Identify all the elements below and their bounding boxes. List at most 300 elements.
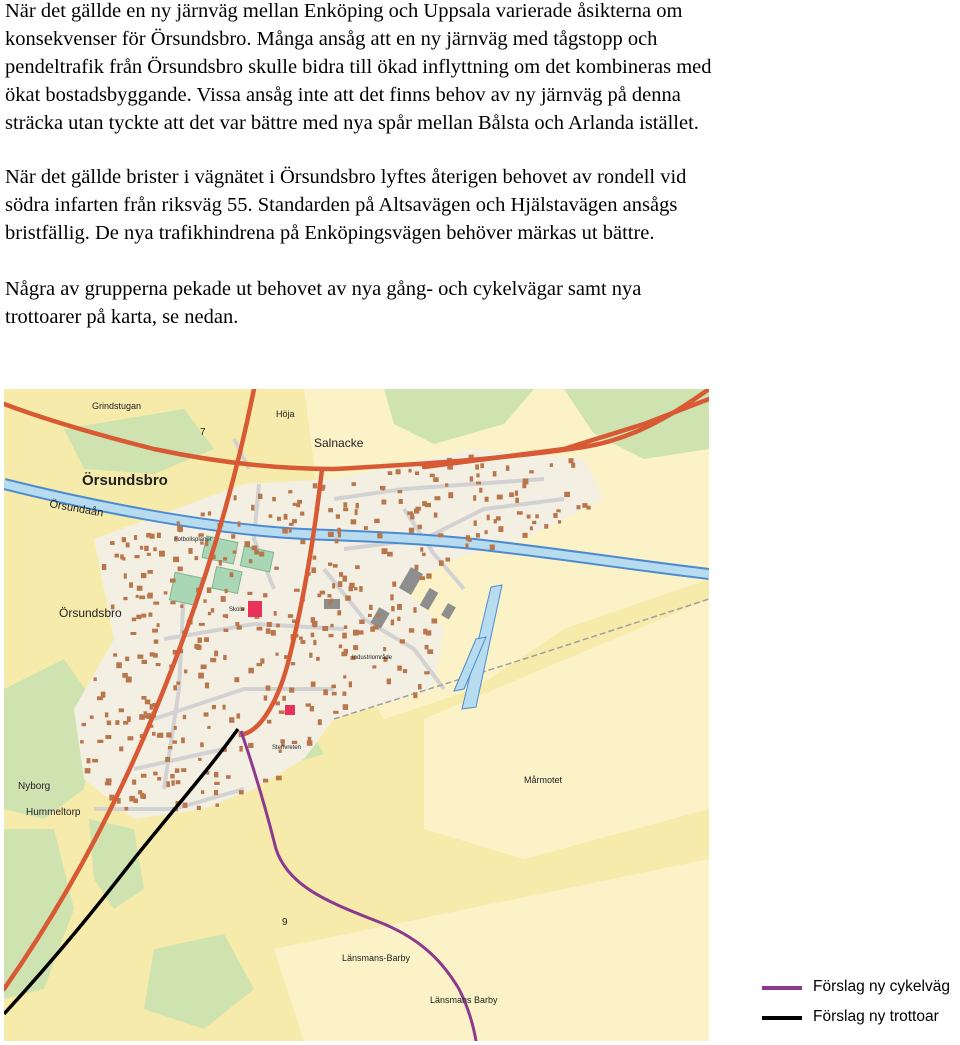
house	[212, 705, 216, 709]
house	[170, 774, 175, 778]
house	[153, 772, 158, 776]
house	[216, 804, 220, 807]
house	[328, 532, 334, 537]
house	[188, 548, 192, 554]
house	[137, 655, 143, 659]
house	[276, 653, 279, 656]
house	[342, 633, 347, 639]
house	[522, 484, 526, 488]
house	[311, 633, 315, 638]
label-hoja: Höja	[276, 409, 295, 419]
house	[397, 604, 402, 610]
house	[296, 504, 300, 508]
house	[313, 483, 317, 488]
house	[201, 665, 207, 670]
house	[203, 599, 206, 603]
house	[263, 593, 267, 597]
house	[345, 596, 351, 601]
house	[515, 491, 518, 496]
house	[515, 498, 519, 503]
house	[276, 701, 280, 705]
house	[97, 740, 103, 743]
house	[173, 685, 177, 690]
house	[313, 556, 317, 560]
house	[133, 799, 138, 804]
legend-cycle-path	[762, 974, 960, 1002]
label-hummeltorp: Hummeltorp	[26, 807, 81, 818]
house	[280, 739, 284, 743]
house	[433, 477, 439, 482]
house	[423, 629, 427, 635]
house	[195, 556, 199, 560]
house	[144, 546, 149, 551]
house	[527, 515, 531, 519]
house	[90, 716, 94, 719]
house	[230, 572, 234, 577]
house	[207, 726, 210, 729]
house	[323, 689, 328, 695]
house	[351, 519, 357, 524]
house	[343, 692, 347, 696]
text-line: När det gällde en ny järnväg mellan Enköping och Uppsala varierade åsikterna om	[5, 0, 683, 22]
house	[267, 720, 271, 724]
house	[225, 589, 228, 593]
house	[299, 637, 303, 640]
house	[197, 806, 201, 810]
house	[170, 601, 175, 604]
house	[229, 717, 234, 723]
house	[146, 533, 151, 538]
house	[234, 495, 237, 500]
house	[115, 720, 119, 725]
house	[82, 723, 86, 726]
house	[289, 688, 294, 693]
house	[276, 624, 280, 628]
house	[247, 592, 252, 595]
house	[207, 587, 212, 593]
house	[427, 649, 433, 654]
house	[106, 778, 112, 782]
house	[266, 628, 271, 633]
house	[102, 564, 106, 570]
house	[359, 630, 364, 634]
house	[523, 479, 529, 485]
house	[199, 623, 205, 626]
house	[425, 645, 429, 650]
house	[382, 548, 388, 554]
house	[235, 622, 239, 626]
house	[271, 630, 276, 636]
house	[148, 570, 153, 574]
house	[337, 610, 341, 615]
map-image	[4, 389, 709, 1041]
house	[201, 790, 204, 794]
house	[438, 533, 443, 537]
legend-label: Förslag ny trottoar	[813, 1008, 939, 1025]
house	[119, 746, 123, 751]
house	[392, 582, 396, 587]
house	[359, 620, 364, 625]
house	[550, 463, 553, 467]
house	[556, 509, 560, 512]
house	[479, 488, 482, 493]
house	[309, 653, 312, 658]
house	[263, 779, 268, 783]
house	[183, 715, 186, 719]
paragraph-roads	[5, 163, 955, 247]
house	[198, 758, 202, 761]
house	[181, 738, 185, 744]
house	[355, 509, 358, 515]
house	[164, 591, 168, 594]
house	[223, 557, 227, 561]
house	[124, 573, 127, 578]
house	[403, 669, 407, 673]
house	[356, 503, 359, 509]
house	[416, 507, 421, 511]
house	[420, 576, 425, 580]
house	[274, 611, 277, 616]
house	[336, 514, 340, 519]
house	[396, 469, 401, 474]
house	[349, 586, 354, 591]
house	[288, 490, 292, 493]
house	[409, 528, 414, 533]
house	[410, 516, 414, 520]
house	[134, 535, 137, 540]
house	[418, 684, 422, 689]
house	[159, 551, 165, 557]
house	[382, 500, 387, 505]
house	[344, 649, 348, 654]
house	[214, 790, 218, 795]
house	[177, 521, 180, 525]
house	[418, 525, 422, 530]
label-skola: Skola	[229, 607, 245, 613]
house	[128, 736, 134, 740]
house	[184, 670, 187, 674]
house	[474, 521, 477, 526]
house	[245, 541, 251, 547]
house	[329, 601, 332, 606]
house	[292, 741, 297, 744]
house	[85, 768, 91, 773]
house	[407, 511, 412, 514]
legend-swatch-purple	[762, 986, 802, 990]
house	[391, 606, 394, 611]
house	[522, 533, 527, 538]
house	[292, 519, 297, 523]
house	[80, 740, 84, 743]
house	[152, 732, 156, 736]
house	[343, 508, 348, 512]
house	[311, 682, 316, 687]
house	[269, 514, 273, 518]
house	[415, 471, 419, 475]
label-orsundaan: Örsundaån	[48, 498, 105, 520]
house	[446, 558, 451, 562]
house	[517, 511, 523, 515]
house	[156, 663, 161, 666]
house	[476, 482, 481, 485]
house	[297, 500, 302, 504]
house	[487, 515, 490, 521]
house	[157, 533, 161, 538]
house	[139, 714, 145, 720]
house	[198, 638, 203, 643]
house	[311, 567, 316, 573]
house	[153, 602, 159, 605]
house	[364, 526, 368, 530]
house	[532, 521, 536, 524]
house	[223, 705, 226, 710]
house	[383, 647, 386, 651]
house	[284, 514, 288, 520]
house	[150, 652, 155, 656]
house	[497, 495, 503, 500]
legend-sidewalk	[762, 1004, 960, 1032]
house	[359, 586, 362, 592]
house	[368, 614, 372, 617]
house	[105, 735, 111, 739]
label-stenvreten: Stenvreten	[272, 745, 302, 751]
house	[147, 553, 151, 556]
label-lansmans-barby-2: Länsmans Barby	[430, 995, 498, 1005]
house	[338, 581, 342, 587]
house	[214, 651, 218, 657]
house	[126, 543, 130, 548]
house	[105, 712, 108, 717]
house	[140, 546, 143, 550]
house	[260, 658, 264, 663]
house	[318, 719, 322, 725]
house	[535, 514, 539, 518]
house	[448, 492, 453, 498]
label-salnacke-center: Salnacke	[314, 436, 364, 450]
house	[181, 768, 186, 772]
map-svg	[4, 389, 709, 1041]
house	[153, 547, 156, 551]
house	[152, 629, 158, 633]
text-line: bristfällig. De nya trafikhindrena på Enköpingsvägen behöver märkas ut bättre.	[5, 222, 655, 244]
house	[352, 482, 357, 486]
house	[175, 768, 180, 773]
house	[105, 782, 110, 785]
house	[413, 607, 416, 613]
house	[310, 706, 314, 711]
house	[237, 713, 241, 718]
house	[339, 572, 343, 577]
house	[254, 550, 259, 555]
text-line: trottoarer på karta, se nedan.	[5, 306, 239, 328]
house	[426, 573, 431, 578]
house	[141, 614, 146, 618]
house	[339, 645, 342, 649]
house	[233, 551, 237, 554]
house	[291, 662, 295, 665]
house	[530, 526, 533, 530]
text-line: ökat bostadsbyggande. Vissa ansåg inte att det finns behov av ny järnväg på denna	[5, 84, 681, 106]
house	[544, 524, 548, 529]
house	[180, 604, 183, 608]
house	[239, 746, 242, 752]
house	[196, 645, 202, 650]
house	[445, 483, 448, 487]
house	[374, 519, 380, 523]
house	[424, 671, 430, 674]
house	[564, 492, 570, 497]
house	[409, 628, 414, 633]
house	[387, 679, 391, 685]
house	[485, 497, 489, 502]
house	[183, 803, 188, 808]
house	[214, 782, 219, 785]
house	[390, 594, 393, 600]
house	[177, 526, 183, 532]
house	[343, 502, 347, 507]
house	[475, 464, 479, 469]
house	[205, 683, 209, 689]
house	[466, 535, 470, 541]
house	[485, 530, 488, 534]
house	[210, 658, 216, 662]
house	[330, 624, 333, 627]
house	[166, 732, 171, 737]
house	[137, 586, 143, 591]
house	[470, 476, 473, 481]
house	[110, 541, 115, 545]
house	[113, 653, 117, 656]
house	[119, 708, 124, 712]
house	[331, 685, 336, 689]
house	[173, 557, 179, 563]
house	[176, 780, 181, 784]
house	[332, 583, 335, 588]
house	[435, 496, 441, 500]
label-fotbollsplaner: Fotbollsplaner	[174, 537, 212, 543]
house	[397, 617, 400, 621]
house	[333, 564, 338, 568]
house	[377, 614, 381, 617]
house	[343, 675, 346, 678]
house	[145, 700, 151, 705]
house	[381, 487, 384, 491]
house	[353, 645, 358, 650]
label-road-9: 9	[282, 917, 288, 928]
house	[135, 555, 140, 558]
house	[257, 663, 263, 666]
house	[251, 505, 254, 511]
house	[248, 743, 253, 748]
house	[370, 627, 375, 632]
house	[150, 704, 154, 710]
house	[211, 608, 214, 613]
house	[144, 711, 148, 714]
house	[333, 711, 338, 714]
house	[157, 623, 160, 627]
house	[322, 626, 328, 631]
text-line: sträcka utan tyckte att det var bättre med nya spår mellan Bålsta och Arlanda istället.	[5, 112, 699, 134]
label-lansmans-barby: Länsmans-Barby	[342, 953, 411, 963]
text-line: södra infarten från riksväg 55. Standarden på Altsavägen och Hjälstavägen ansågs	[5, 194, 678, 216]
house	[94, 677, 97, 681]
house	[388, 471, 393, 475]
house	[140, 793, 144, 799]
house	[430, 474, 435, 478]
house	[139, 596, 145, 600]
house	[226, 775, 231, 779]
house	[335, 539, 339, 544]
house	[132, 780, 136, 785]
house	[289, 523, 294, 526]
house	[422, 501, 427, 506]
house	[400, 639, 405, 643]
house	[498, 526, 503, 532]
house	[282, 696, 286, 701]
house	[571, 463, 575, 468]
house	[214, 772, 218, 778]
house	[200, 742, 204, 747]
house	[171, 780, 174, 785]
house	[248, 668, 254, 674]
house	[397, 666, 402, 671]
house	[282, 528, 288, 533]
house	[92, 759, 98, 763]
house	[480, 463, 484, 468]
house	[343, 576, 348, 582]
house	[264, 695, 268, 700]
house	[415, 565, 419, 571]
school-building	[248, 601, 262, 617]
house	[577, 505, 581, 509]
house	[272, 497, 276, 501]
house	[289, 528, 292, 532]
house	[174, 726, 177, 730]
house	[176, 682, 180, 685]
house	[274, 567, 279, 570]
house	[476, 533, 480, 538]
house	[149, 613, 153, 617]
house	[123, 597, 127, 600]
house	[294, 589, 300, 592]
house	[223, 614, 227, 617]
house	[87, 758, 91, 763]
house	[300, 540, 305, 545]
label-orsundsbro: Örsundsbro	[82, 472, 168, 489]
house	[120, 554, 124, 559]
house	[509, 492, 514, 497]
house	[122, 673, 128, 678]
house	[219, 560, 222, 566]
house	[328, 563, 332, 566]
house	[116, 662, 122, 668]
house	[398, 490, 403, 493]
house	[293, 503, 297, 506]
text-line: pendeltrafik från Örsundsbro skulle bidra till ökad inflyttning om det kombineras med	[5, 56, 712, 78]
house	[434, 513, 438, 518]
house	[258, 494, 262, 499]
house	[136, 615, 141, 620]
house	[490, 545, 495, 551]
label-orsundsbro-west: Örsundsbro	[59, 606, 122, 620]
house	[439, 560, 444, 566]
house	[257, 627, 263, 631]
house	[166, 781, 170, 787]
house	[147, 594, 150, 599]
house	[327, 594, 331, 597]
house	[353, 630, 359, 636]
house	[313, 640, 316, 645]
